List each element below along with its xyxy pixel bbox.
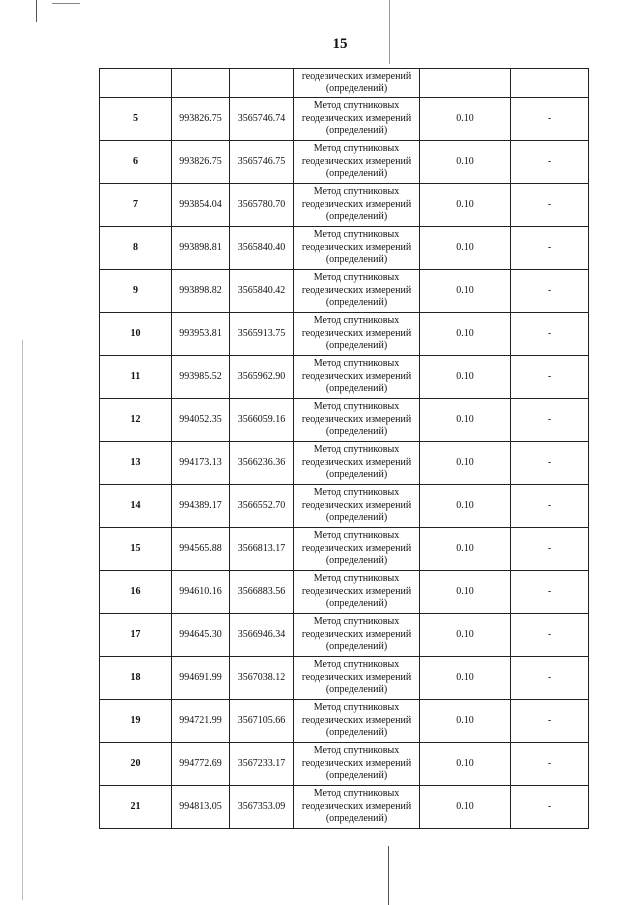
x-coordinate-cell: 993854.04: [172, 184, 230, 227]
point-number-cell: 11: [100, 356, 172, 399]
method-line: (определений): [325, 512, 388, 524]
table-row: [100, 700, 589, 743]
method-line: Метод спутниковых: [313, 616, 400, 628]
x-coordinate-cell: 994691.99: [172, 657, 230, 700]
method-line: Метод спутниковых: [313, 186, 400, 198]
accuracy-cell: 0.10: [420, 141, 511, 184]
point-number-cell: 16: [100, 571, 172, 614]
accuracy-cell: 0.10: [420, 571, 511, 614]
table-row: [100, 485, 589, 528]
method-line: геодезических измерений: [301, 499, 412, 511]
method-line: Метод спутниковых: [313, 702, 400, 714]
note-cell: -: [511, 270, 589, 313]
method-line: геодезических измерений: [301, 542, 412, 554]
method-line: (определений): [325, 555, 388, 567]
table-row: [100, 227, 589, 270]
table-row: [100, 98, 589, 141]
method-line: (определений): [325, 426, 388, 438]
scan-edge-mark: [389, 0, 390, 64]
accuracy-cell: 0.10: [420, 485, 511, 528]
method-cell: [294, 270, 420, 313]
point-number-cell: 13: [100, 442, 172, 485]
point-number-cell: 5: [100, 98, 172, 141]
method-line: геодезических измерений: [301, 456, 412, 468]
method-line: (определений): [325, 83, 388, 94]
note-cell: -: [511, 141, 589, 184]
scan-edge-mark: [36, 0, 37, 22]
method-line: геодезических измерений: [301, 413, 412, 425]
point-number-cell: 6: [100, 141, 172, 184]
table-row: [100, 356, 589, 399]
y-coordinate-cell: 3565746.74: [230, 98, 294, 141]
table-row: [100, 571, 589, 614]
method-line: (определений): [325, 684, 388, 696]
method-line: Метод спутниковых: [313, 143, 400, 155]
note-cell: -: [511, 743, 589, 786]
y-coordinate-cell: [230, 69, 294, 98]
method-line: Метод спутниковых: [313, 444, 400, 456]
table-row: [100, 442, 589, 485]
method-line: геодезических измерений: [301, 628, 412, 640]
method-line: геодезических измерений: [301, 70, 412, 82]
method-line: геодезических измерений: [301, 155, 412, 167]
method-line: (определений): [325, 254, 388, 266]
point-number-cell: 9: [100, 270, 172, 313]
table-row: [100, 657, 589, 700]
y-coordinate-cell: 3565962.90: [230, 356, 294, 399]
method-line: геодезических измерений: [301, 198, 412, 210]
method-line: Метод спутниковых: [313, 530, 400, 542]
method-cell: [294, 571, 420, 614]
table-row: [100, 743, 589, 786]
table-row: [100, 528, 589, 571]
note-cell: -: [511, 356, 589, 399]
x-coordinate-cell: 993826.75: [172, 141, 230, 184]
accuracy-cell: 0.10: [420, 700, 511, 743]
method-line: Метод спутниковых: [313, 788, 400, 800]
x-coordinate-cell: 994610.16: [172, 571, 230, 614]
method-line: (определений): [325, 598, 388, 610]
note-cell: -: [511, 786, 589, 829]
method-line: (определений): [325, 383, 388, 395]
accuracy-cell: 0.10: [420, 743, 511, 786]
note-cell: -: [511, 614, 589, 657]
y-coordinate-cell: 3567038.12: [230, 657, 294, 700]
x-coordinate-cell: 994813.05: [172, 786, 230, 829]
method-cell: [294, 786, 420, 829]
table-row: [100, 270, 589, 313]
accuracy-cell: [420, 69, 511, 98]
scan-edge-mark: [52, 3, 80, 4]
note-cell: -: [511, 184, 589, 227]
y-coordinate-cell: 3567233.17: [230, 743, 294, 786]
method-line: Метод спутниковых: [313, 573, 400, 585]
method-line: геодезических измерений: [301, 800, 412, 812]
x-coordinate-cell: 993898.82: [172, 270, 230, 313]
point-number-cell: 17: [100, 614, 172, 657]
y-coordinate-cell: 3566059.16: [230, 399, 294, 442]
accuracy-cell: 0.10: [420, 786, 511, 829]
note-cell: -: [511, 399, 589, 442]
continuation-row: [100, 69, 589, 98]
y-coordinate-cell: 3565840.42: [230, 270, 294, 313]
method-line: (определений): [325, 641, 388, 653]
method-line: геодезических измерений: [301, 585, 412, 597]
method-cell: [294, 356, 420, 399]
note-cell: -: [511, 528, 589, 571]
table-row: [100, 184, 589, 227]
accuracy-cell: 0.10: [420, 657, 511, 700]
method-line: (определений): [325, 211, 388, 223]
accuracy-cell: 0.10: [420, 227, 511, 270]
point-number-cell: 15: [100, 528, 172, 571]
note-cell: -: [511, 313, 589, 356]
method-cell: [294, 98, 420, 141]
method-cell: [294, 485, 420, 528]
point-number-cell: 20: [100, 743, 172, 786]
point-number-cell: 8: [100, 227, 172, 270]
accuracy-cell: 0.10: [420, 399, 511, 442]
method-cell: [294, 227, 420, 270]
method-line: геодезических измерений: [301, 327, 412, 339]
x-coordinate-cell: 993953.81: [172, 313, 230, 356]
method-line: (определений): [325, 340, 388, 352]
table-row: [100, 141, 589, 184]
accuracy-cell: 0.10: [420, 442, 511, 485]
method-cell: [294, 657, 420, 700]
accuracy-cell: 0.10: [420, 270, 511, 313]
method-line: Метод спутниковых: [313, 272, 400, 284]
accuracy-cell: 0.10: [420, 614, 511, 657]
x-coordinate-cell: 994565.88: [172, 528, 230, 571]
method-line: Метод спутниковых: [313, 401, 400, 413]
accuracy-cell: 0.10: [420, 98, 511, 141]
method-line: геодезических измерений: [301, 714, 412, 726]
method-line: Метод спутниковых: [313, 315, 400, 327]
point-number-cell: 19: [100, 700, 172, 743]
page-number: 15: [332, 36, 348, 52]
point-number-cell: 21: [100, 786, 172, 829]
x-coordinate-cell: 993898.81: [172, 227, 230, 270]
y-coordinate-cell: 3566883.56: [230, 571, 294, 614]
note-cell: [511, 69, 589, 98]
coordinates-table: [99, 68, 589, 829]
point-number-cell: 12: [100, 399, 172, 442]
method-line: Метод спутниковых: [313, 487, 400, 499]
method-cell: [294, 184, 420, 227]
y-coordinate-cell: 3565913.75: [230, 313, 294, 356]
accuracy-cell: 0.10: [420, 356, 511, 399]
method-cell: [294, 141, 420, 184]
point-number-cell: 18: [100, 657, 172, 700]
scan-edge-mark: [388, 846, 389, 905]
note-cell: -: [511, 571, 589, 614]
method-line: (определений): [325, 469, 388, 481]
x-coordinate-cell: 994772.69: [172, 743, 230, 786]
note-cell: -: [511, 442, 589, 485]
method-line: (определений): [325, 125, 388, 137]
method-line: (определений): [325, 727, 388, 739]
accuracy-cell: 0.10: [420, 184, 511, 227]
method-line: геодезических измерений: [301, 112, 412, 124]
method-line: геодезических измерений: [301, 284, 412, 296]
y-coordinate-cell: 3565780.70: [230, 184, 294, 227]
y-coordinate-cell: 3566946.34: [230, 614, 294, 657]
method-line: (определений): [325, 770, 388, 782]
method-line: Метод спутниковых: [313, 659, 400, 671]
table-row: [100, 313, 589, 356]
scan-edge-mark: [22, 340, 23, 900]
method-cell: [294, 614, 420, 657]
method-line: Метод спутниковых: [313, 745, 400, 757]
y-coordinate-cell: 3567353.09: [230, 786, 294, 829]
method-cell: [294, 442, 420, 485]
note-cell: -: [511, 98, 589, 141]
table-row: [100, 786, 589, 829]
note-cell: -: [511, 700, 589, 743]
method-line: геодезических измерений: [301, 671, 412, 683]
accuracy-cell: 0.10: [420, 528, 511, 571]
note-cell: -: [511, 485, 589, 528]
x-coordinate-cell: 993826.75: [172, 98, 230, 141]
method-line: Метод спутниковых: [313, 358, 400, 370]
x-coordinate-cell: 994052.35: [172, 399, 230, 442]
table-row: [100, 614, 589, 657]
method-line: геодезических измерений: [301, 757, 412, 769]
method-line: геодезических измерений: [301, 370, 412, 382]
method-line: (определений): [325, 813, 388, 825]
method-cell: [294, 399, 420, 442]
point-number-cell: 14: [100, 485, 172, 528]
point-number-cell: 7: [100, 184, 172, 227]
y-coordinate-cell: 3565840.40: [230, 227, 294, 270]
method-cell: [294, 528, 420, 571]
x-coordinate-cell: [172, 69, 230, 98]
y-coordinate-cell: 3567105.66: [230, 700, 294, 743]
method-line: (определений): [325, 297, 388, 309]
x-coordinate-cell: 994721.99: [172, 700, 230, 743]
y-coordinate-cell: 3566552.70: [230, 485, 294, 528]
method-cell: [294, 313, 420, 356]
method-cell: [294, 700, 420, 743]
note-cell: -: [511, 657, 589, 700]
accuracy-cell: 0.10: [420, 313, 511, 356]
method-cell: [294, 743, 420, 786]
method-line: Метод спутниковых: [313, 229, 400, 241]
x-coordinate-cell: 994389.17: [172, 485, 230, 528]
method-cell: [294, 69, 420, 98]
y-coordinate-cell: 3566813.17: [230, 528, 294, 571]
method-line: Метод спутниковых: [313, 100, 400, 112]
table-row: [100, 399, 589, 442]
x-coordinate-cell: 994173.13: [172, 442, 230, 485]
x-coordinate-cell: 994645.30: [172, 614, 230, 657]
y-coordinate-cell: 3566236.36: [230, 442, 294, 485]
method-line: геодезических измерений: [301, 241, 412, 253]
note-cell: -: [511, 227, 589, 270]
y-coordinate-cell: 3565746.75: [230, 141, 294, 184]
point-number-cell: [100, 69, 172, 98]
point-number-cell: 10: [100, 313, 172, 356]
method-line: (определений): [325, 168, 388, 180]
x-coordinate-cell: 993985.52: [172, 356, 230, 399]
